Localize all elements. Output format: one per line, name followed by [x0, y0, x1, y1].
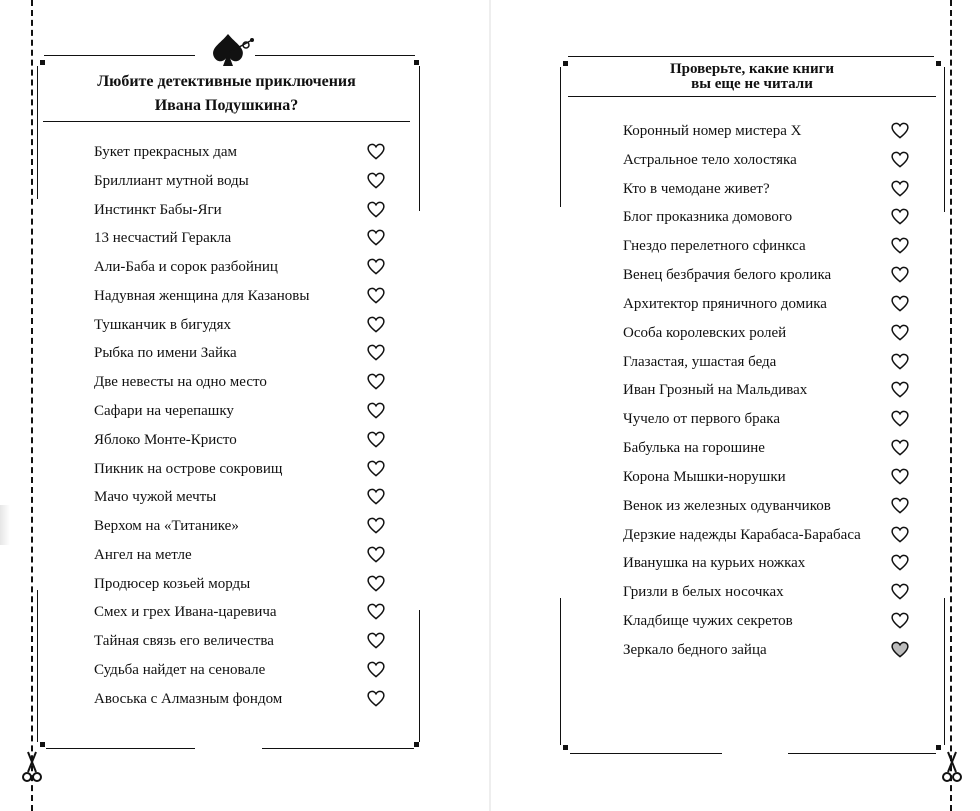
- book-title: Пикник на острове сокровищ: [94, 460, 283, 477]
- list-item: [623, 353, 909, 371]
- list-item: [94, 632, 385, 650]
- book-title: Яблоко Монте-Кристо: [94, 431, 237, 448]
- heart-outline-icon[interactable]: [367, 344, 385, 362]
- list-item: [94, 373, 385, 391]
- list-item: [623, 180, 909, 198]
- book-title: Венец безбрачия белого кролика: [623, 267, 832, 284]
- heart-outline-icon[interactable]: [367, 287, 385, 305]
- list-item: [623, 497, 909, 515]
- heart-outline-icon[interactable]: [367, 143, 385, 161]
- book-title: Гризли в белых носочках: [623, 584, 784, 601]
- book-title: Дерзкие надежды Карабаса-Барабаса: [623, 526, 861, 543]
- book-title: Верхом на «Титанике»: [94, 518, 239, 535]
- book-title: Особа королевских ролей: [623, 324, 787, 341]
- heart-outline-icon[interactable]: [891, 497, 909, 515]
- book-title: Смех и грех Ивана-царевича: [94, 604, 277, 621]
- book-title: Ангел на метле: [94, 546, 192, 563]
- list-item: [623, 612, 909, 630]
- left-title-line-1: Любите детективные приключения: [97, 73, 356, 90]
- list-item: [623, 237, 909, 255]
- heart-outline-icon[interactable]: [891, 554, 909, 572]
- list-item: [94, 603, 385, 621]
- book-title: Две невесты на одно место: [94, 374, 267, 391]
- heart-outline-icon[interactable]: [367, 373, 385, 391]
- heart-outline-icon[interactable]: [891, 237, 909, 255]
- heart-outline-icon[interactable]: [891, 208, 909, 226]
- scissors-icon: [942, 750, 962, 786]
- book-title: Судьба найдет на сеновале: [94, 662, 266, 679]
- heart-outline-icon[interactable]: [891, 439, 909, 457]
- book-title: Корона Мышки-норушки: [623, 468, 786, 485]
- heart-outline-icon[interactable]: [891, 583, 909, 601]
- list-item: [623, 122, 909, 140]
- heart-outline-icon[interactable]: [367, 316, 385, 334]
- heart-outline-icon[interactable]: [367, 402, 385, 420]
- book-title: Али-Баба и сорок разбойниц: [94, 259, 278, 276]
- heart-outline-icon[interactable]: [367, 431, 385, 449]
- heart-outline-icon[interactable]: [367, 172, 385, 190]
- book-title: Архитектор пряничного домика: [623, 295, 827, 312]
- list-item: [94, 460, 385, 478]
- heart-outline-icon[interactable]: [891, 266, 909, 284]
- list-item: [623, 151, 909, 169]
- book-title: Инстинкт Бабы-Яги: [94, 201, 222, 218]
- list-item: [623, 641, 909, 659]
- book-title: Рыбка по имени Зайка: [94, 345, 237, 362]
- book-title: Коронный номер мистера Х: [623, 123, 802, 139]
- heart-outline-icon[interactable]: [891, 410, 909, 428]
- list-item: [623, 381, 909, 399]
- list-item: [623, 554, 909, 572]
- book-title: Иван Грозный на Мальдивах: [623, 382, 808, 399]
- list-item: [623, 526, 909, 544]
- heart-outline-icon[interactable]: [367, 460, 385, 478]
- list-item: [94, 402, 385, 420]
- right-title-line-2: вы еще не читали: [691, 76, 813, 92]
- book-title: Сафари на черепашку: [94, 403, 234, 420]
- book-title: Блог проказника домового: [623, 209, 793, 226]
- heart-outline-icon[interactable]: [891, 353, 909, 371]
- heart-filled-icon[interactable]: [891, 641, 909, 659]
- heart-outline-icon[interactable]: [367, 575, 385, 593]
- cut-line-left: [31, 0, 33, 811]
- heart-outline-icon[interactable]: [891, 180, 909, 198]
- book-title: Зеркало бедного зайца: [623, 641, 767, 658]
- list-item: [94, 690, 385, 708]
- left-title-line-2: Ивана Подушкина?: [154, 97, 299, 114]
- heart-outline-icon[interactable]: [367, 488, 385, 506]
- book-title: Букет прекрасных дам: [94, 144, 238, 160]
- heart-outline-icon[interactable]: [367, 661, 385, 679]
- book-title: Бриллиант мутной воды: [94, 172, 249, 189]
- book-title: Чучело от первого брака: [623, 411, 780, 428]
- book-title: Венок из железных одуванчиков: [623, 497, 831, 514]
- heart-outline-icon[interactable]: [367, 690, 385, 708]
- list-item: [623, 410, 909, 428]
- heart-outline-icon[interactable]: [891, 151, 909, 169]
- list-item: [623, 295, 909, 313]
- list-item: [94, 575, 385, 593]
- list-item: [94, 431, 385, 449]
- heart-outline-icon[interactable]: [367, 546, 385, 564]
- heart-outline-icon[interactable]: [891, 324, 909, 342]
- book-title: Авоська с Алмазным фондом: [94, 690, 283, 707]
- list-item: [94, 661, 385, 679]
- list-item: [94, 287, 385, 305]
- list-item: [623, 324, 909, 342]
- heart-outline-icon[interactable]: [367, 258, 385, 276]
- right-title-line-1: Проверьте, какие книги: [669, 61, 835, 77]
- heart-outline-icon[interactable]: [891, 122, 909, 140]
- book-title: Глазастая, ушастая беда: [623, 353, 777, 370]
- book-title: Мачо чужой мечты: [94, 489, 217, 506]
- book-title: Бабулька на горошине: [623, 440, 765, 457]
- heart-outline-icon[interactable]: [367, 229, 385, 247]
- list-item: [623, 583, 909, 601]
- scissors-icon: [22, 750, 42, 786]
- spade-pin-icon: [208, 30, 256, 70]
- heart-outline-icon[interactable]: [367, 632, 385, 650]
- heart-outline-icon[interactable]: [367, 603, 385, 621]
- heart-outline-icon[interactable]: [367, 201, 385, 219]
- list-item: [94, 546, 385, 564]
- heart-outline-icon[interactable]: [891, 612, 909, 630]
- book-title: Иванушка на курьих ножках: [623, 555, 806, 572]
- book-title: Кто в чемодане живет?: [623, 180, 770, 197]
- heart-outline-icon[interactable]: [891, 295, 909, 313]
- list-item: [623, 208, 909, 226]
- book-title: Астральное тело холостяка: [623, 151, 797, 168]
- book-title: Тушканчик в бигудях: [94, 316, 232, 333]
- right-page-title: [568, 62, 936, 92]
- list-item: [94, 143, 385, 161]
- book-title: Продюсер козьей морды: [94, 575, 251, 592]
- list-item: [94, 201, 385, 219]
- right-page: [490, 0, 980, 811]
- book-title: Гнездо перелетного сфинкса: [623, 238, 806, 255]
- heart-outline-icon[interactable]: [891, 381, 909, 399]
- book-title: Тайная связь его величества: [94, 633, 274, 650]
- heart-outline-icon[interactable]: [891, 468, 909, 486]
- heart-outline-icon[interactable]: [891, 526, 909, 544]
- left-page-title: [43, 70, 410, 118]
- list-item: [94, 229, 385, 247]
- list-item: [623, 468, 909, 486]
- book-title: Кладбище чужих секретов: [623, 613, 793, 630]
- cut-line-right: [950, 0, 952, 811]
- list-item: [94, 517, 385, 535]
- list-item: [623, 439, 909, 457]
- book-title: Надувная женщина для Казановы: [94, 287, 310, 304]
- list-item: [94, 488, 385, 506]
- heart-outline-icon[interactable]: [367, 517, 385, 535]
- list-item: [623, 266, 909, 284]
- list-item: [94, 344, 385, 362]
- list-item: [94, 316, 385, 334]
- list-item: [94, 258, 385, 276]
- book-title: 13 несчастий Геракла: [94, 230, 232, 247]
- list-item: [94, 172, 385, 190]
